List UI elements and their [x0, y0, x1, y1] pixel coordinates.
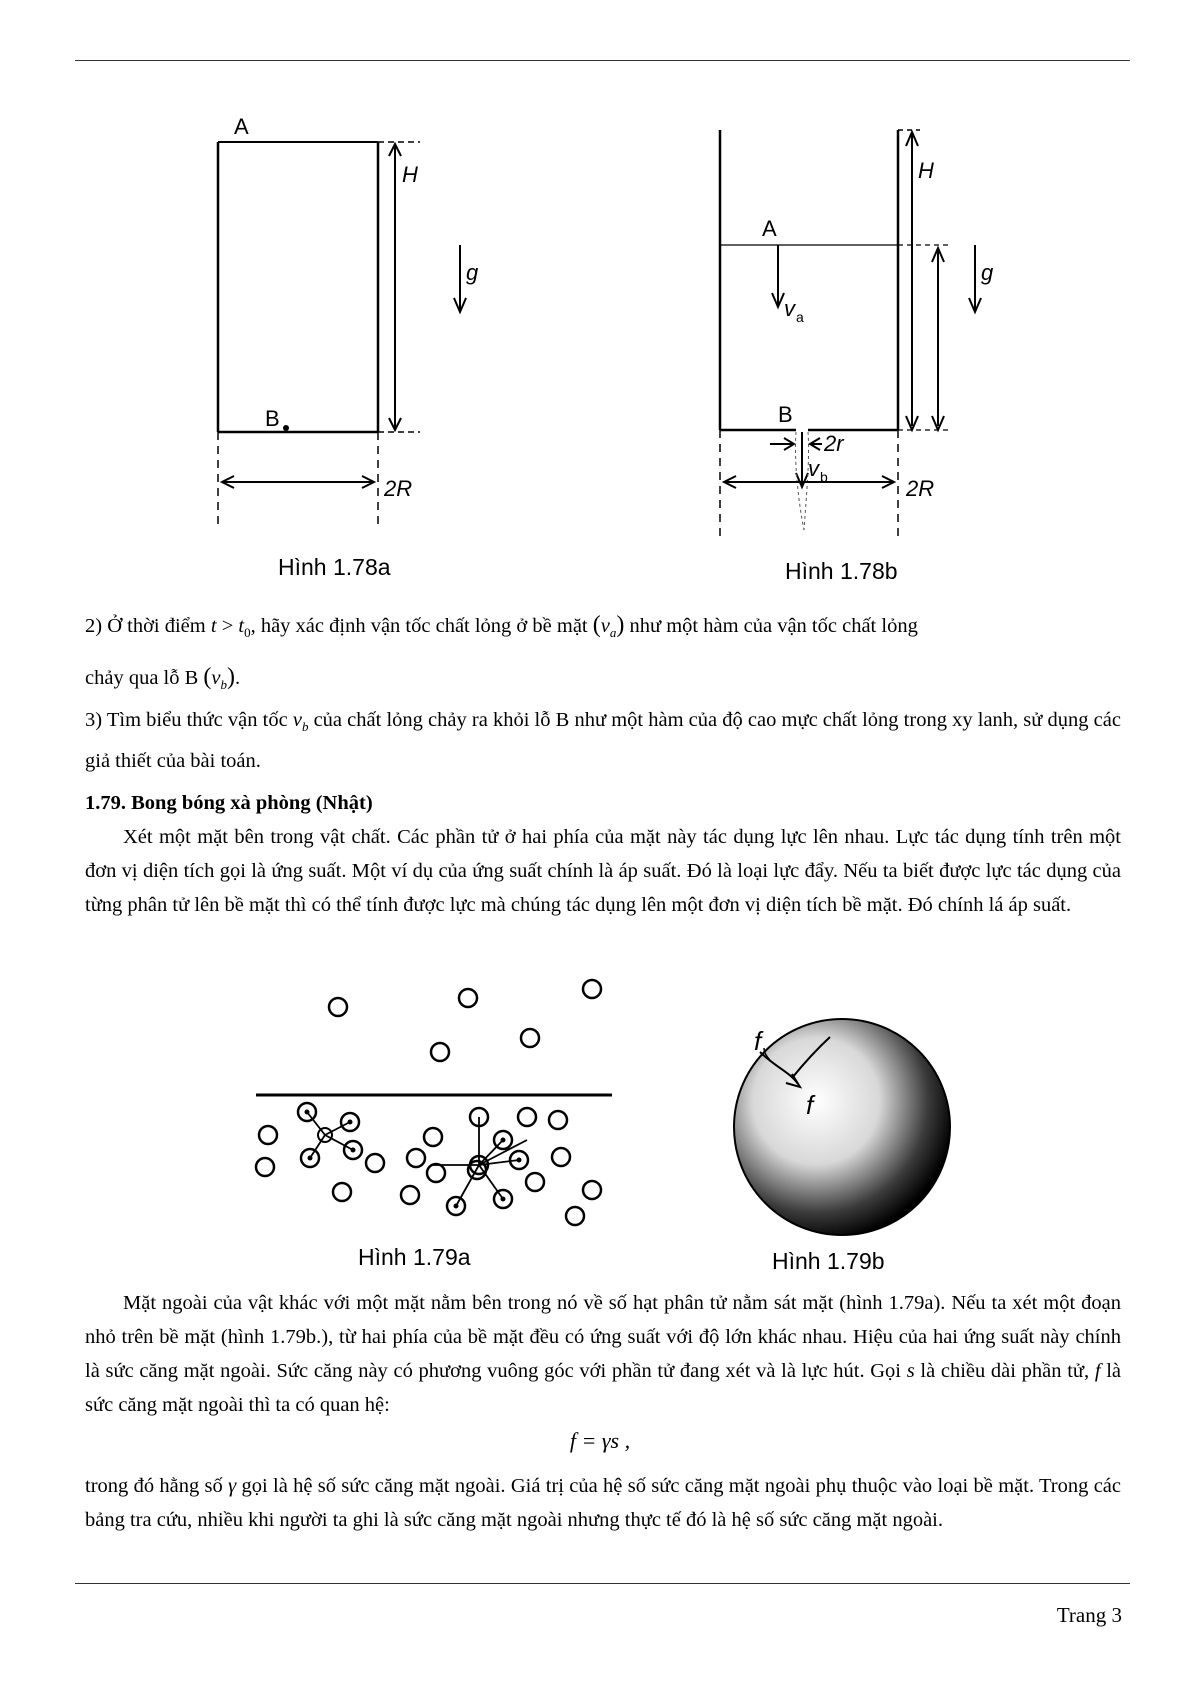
p2-b: là chiều dài phần tử, [914, 1360, 1095, 1382]
p2-s: s [906, 1360, 915, 1382]
caption-1-79a: Hình 1.79a [358, 1244, 471, 1270]
gravity-arrow-a [450, 240, 500, 330]
q2-va-sub: a [609, 625, 617, 641]
label-va: v [784, 296, 795, 321]
paragraph-1-text: Xét một mặt bên trong vật chất. Các phần tử ở hai phía của mặt này tác dụng lực lên nhau. Lực tác dụng tính trên một đơn vị diện tích gọi là ứng suất. Một ví dụ của ứng suất chính là áp suất. Đó là loại lực đẩy. Nếu ta biết được lực tác dụng của từng phân tử lên bề mặt thì có thể tính được lực mà chúng tác dụng lên một đơn vị diện tích bề mặt. Đó chính lá áp suất. [85, 826, 1121, 916]
label-2r: 2R [906, 476, 935, 501]
q2-vb-sub: b [220, 677, 228, 693]
label-vb-sub: b [820, 469, 828, 485]
paragraph-3 [85, 1469, 1121, 1537]
p2-f: f [1094, 1360, 1101, 1382]
label-vb: v [808, 456, 819, 481]
q2-t0: t [238, 615, 245, 637]
label-h: H [918, 158, 934, 183]
q3-vb-sub: b [301, 719, 309, 735]
q3-suffix: của chất lỏng chảy ra khỏi lỗ B như một hàm của độ cao mực chất lỏng trong xy lanh, sử dụng các giả thiết của bài toán. [85, 709, 1121, 773]
label-a: A [762, 216, 777, 241]
p3-b: gọi là hệ số sức căng mặt ngoài. Giá trị của hệ số sức căng mặt ngoài phụ thuộc vào loại bề mặt. Trong các bảng tra cứu, nhiều khi người ta ghi là sức căng mặt ngoài nhưng thực tế đó là hệ số sức căng mặt ngoài. [85, 1475, 1121, 1531]
label-f: f [754, 1026, 762, 1056]
q2-va: v [600, 615, 610, 637]
q2-t0-sub: 0 [244, 625, 251, 641]
q2-prefix: 2) Ở thời điểm [85, 615, 211, 637]
q2-line2-suffix: . [235, 667, 241, 690]
figure-1-79a [245, 970, 625, 1240]
q3-vb: v [292, 709, 302, 731]
question-3 [85, 703, 1121, 778]
q2-suffix: như một hàm của vận tốc chất lỏng [624, 615, 918, 637]
p2-a: Mặt ngoài của vật khác với một mặt nằm bên trong nó về số hạt phân tử nằm sát mặt (hình 1.79a). Nếu ta xét một đoạn nhỏ trên bề mặt (hình 1.79b.), từ hai phía của bề mặt đều có ứng suất với độ lớn khác nhau. Hiệu của hai ứng suất này chính là sức căng mặt ngoài. Sức căng này có phương vuông góc với phần tử đang xét và là lực hút. Gọi [85, 1292, 1121, 1382]
figure-1-78a [190, 110, 450, 530]
header-rule [75, 60, 1130, 61]
equation: f = γs , [569, 1428, 631, 1453]
caption-1-78b: Hình 1.78b [785, 558, 898, 584]
p3-gamma: γ [228, 1475, 237, 1497]
label-b: B [778, 402, 793, 427]
p2-c: là sức căng mặt ngoài thì ta có quan hệ: [85, 1360, 1122, 1416]
question-2: 2) Ở thời điểm $t > t_0$, hãy xác định vận tốc chất lỏng ở bề mặt $(v_a)$ như một hàm của vận tốc chất lỏng chảy qua lỗ B $(v_b)$. [85, 612, 918, 693]
q2-line2-prefix: chảy qua lỗ B [85, 667, 204, 690]
p3-a: trong đó hằng số [85, 1475, 229, 1497]
label-f: f [806, 1090, 814, 1120]
label-b: B [265, 406, 280, 431]
q3-prefix: 3) Tìm biểu thức vận tốc [85, 709, 293, 731]
label-2r: 2R [384, 476, 413, 501]
page-number: Trang 3 [1056, 1603, 1122, 1627]
paragraph-1 [85, 820, 1121, 922]
label-g: g [981, 260, 994, 285]
section-title: 1.79. Bong bóng xà phòng (Nhật) [85, 792, 373, 814]
footer-rule [75, 1583, 1130, 1584]
paragraph-2 [85, 1286, 1121, 1422]
q2-mid: , hãy xác định vận tốc chất lỏng ở bề mặt [250, 615, 593, 637]
gravity-arrow-b [965, 240, 1015, 330]
label-h: H [402, 162, 418, 187]
q2-vb: v [211, 667, 221, 690]
label-a: A [234, 114, 249, 139]
label-2r-small: 2r [824, 431, 844, 456]
q2-t: t [210, 615, 217, 637]
caption-1-79b: Hình 1.79b [772, 1248, 885, 1274]
figure-1-79b [730, 1012, 960, 1242]
q2-gt: > [216, 615, 239, 637]
caption-1-78a: Hình 1.78a [278, 554, 391, 580]
label-g: g [466, 260, 479, 285]
label-va-sub: a [796, 309, 804, 325]
